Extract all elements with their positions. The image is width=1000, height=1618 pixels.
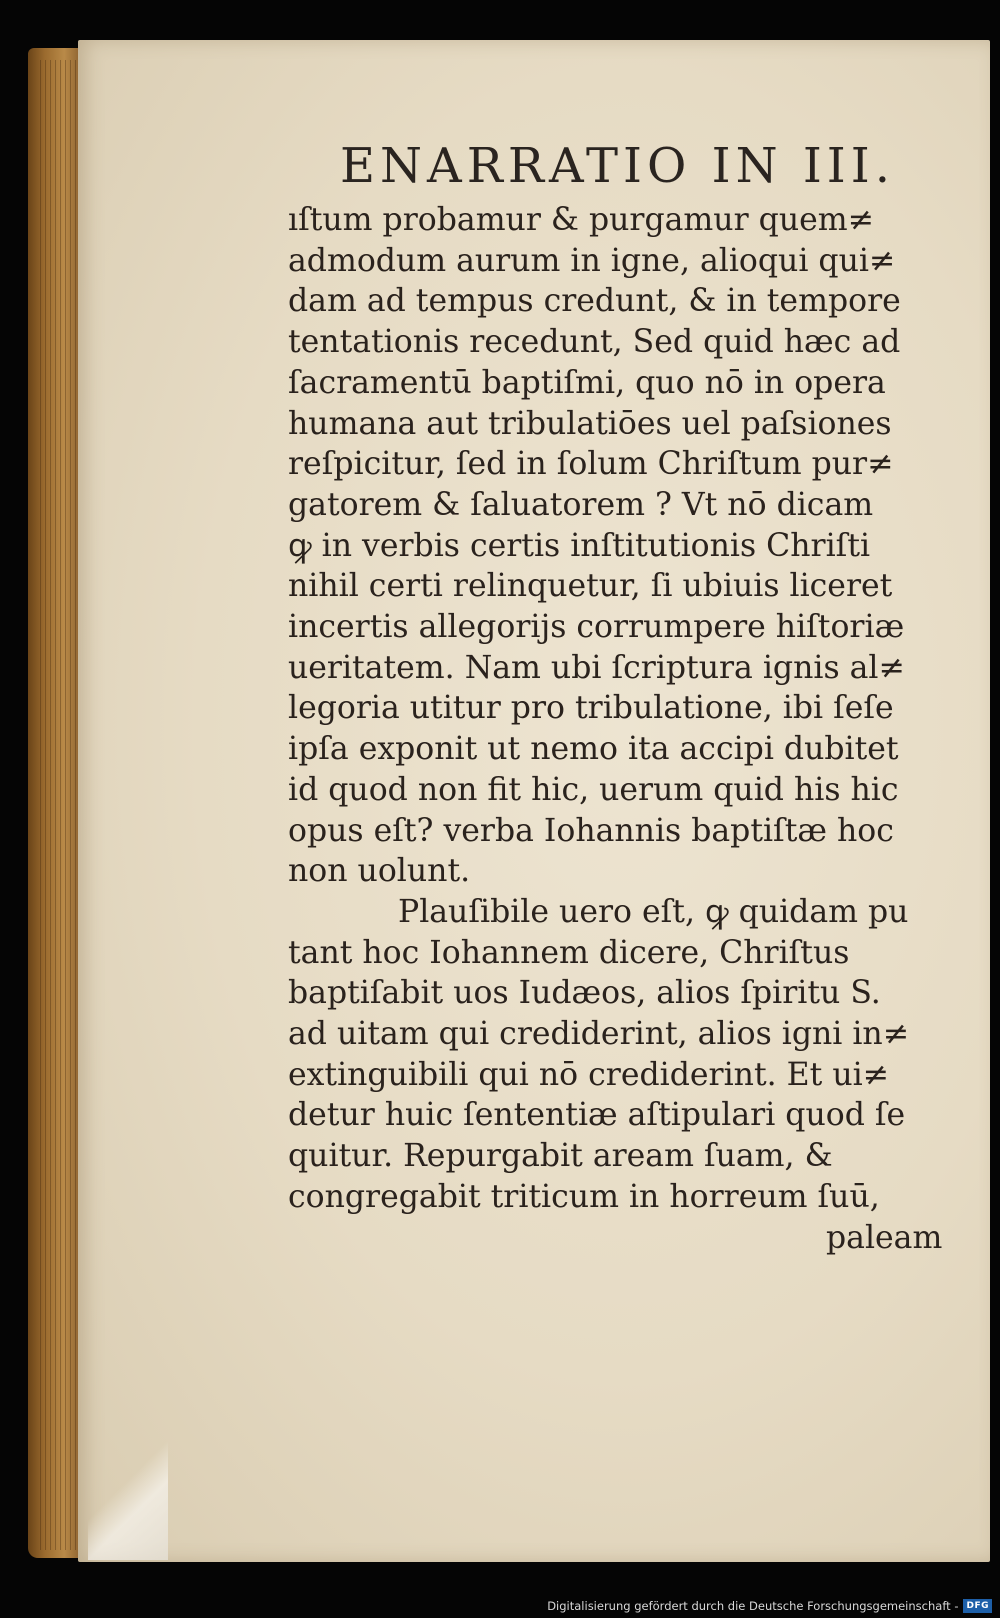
text-line: legoria utitur pro tribulatione, ibi ſeſe <box>288 690 894 727</box>
text-line-paragraph-start: Plauſibile uero eſt, ꝙ quidam pu <box>398 893 909 930</box>
text-line: nihil certi relinquetur, ſi ubiuis liceret <box>288 568 893 605</box>
digitization-credit <box>547 1596 992 1616</box>
dfg-logo-icon: DFG <box>963 1599 992 1613</box>
page-corner-fold <box>88 1440 168 1560</box>
text-line: ad uitam qui crediderint, alios igni in≠ <box>288 1016 910 1053</box>
text-line: tant hoc Iohannem dicere, Chriſtus <box>288 934 850 971</box>
text-line: congregabit triticum in horreum ſuū, <box>288 1178 880 1215</box>
text-line: extinguibili qui nō crediderint. Et ui≠ <box>288 1056 890 1093</box>
text-line: admodum aurum in igne, alioqui qui≠ <box>288 242 896 279</box>
text-line: quitur. Repurgabit aream ſuam, & <box>288 1138 833 1175</box>
text-line: ipſa exponit ut nemo ita accipi dubitet <box>288 731 899 768</box>
text-line: opus eſt? verba Iohannis baptiſtæ hoc <box>288 812 894 849</box>
running-title: ENARRATIO IN III. <box>340 138 895 194</box>
text-line: non uolunt. <box>288 853 471 890</box>
text-line: humana aut tribulatiōes uel paſsiones <box>288 405 892 442</box>
text-line: ueritatem. Nam ubi ſcriptura ignis al≠ <box>288 649 905 686</box>
text-line: ıſtum probamur & purgamur quem≠ <box>288 202 875 238</box>
text-line: detur huic ſententiæ aſtipulari quod ſe <box>288 1097 906 1134</box>
book-page-edge-lines <box>40 60 80 1550</box>
text-line: baptiſabit uos Iudæos, alios ſpiritu S. <box>288 975 881 1012</box>
text-line: incertis allegorijs corrumpere hiſtoriæ <box>288 609 905 646</box>
credit-text: Digitalisierung gefördert durch die Deutsche Forschungsgemeinschaft - <box>547 1599 959 1613</box>
text-line: gatorem & ſaluatorem ? Vt nō dicam <box>288 486 874 523</box>
text-line: id quod non fit hic, uerum quid his hic <box>288 771 899 808</box>
text-line: tentationis recedunt, Sed quid hæc ad <box>288 324 901 361</box>
text-line: dam ad tempus credunt, & in tempore <box>288 283 901 320</box>
catchword: paleam <box>826 1219 943 1256</box>
text-line: ſacramentū baptiſmi, quo nō in opera <box>288 364 886 401</box>
page-text <box>288 200 953 1258</box>
text-line: ꝙ in verbis certis inſtitutionis Chriſti <box>288 527 871 564</box>
text-line: reſpicitur, ſed in ſolum Chriſtum pur≠ <box>288 446 894 483</box>
